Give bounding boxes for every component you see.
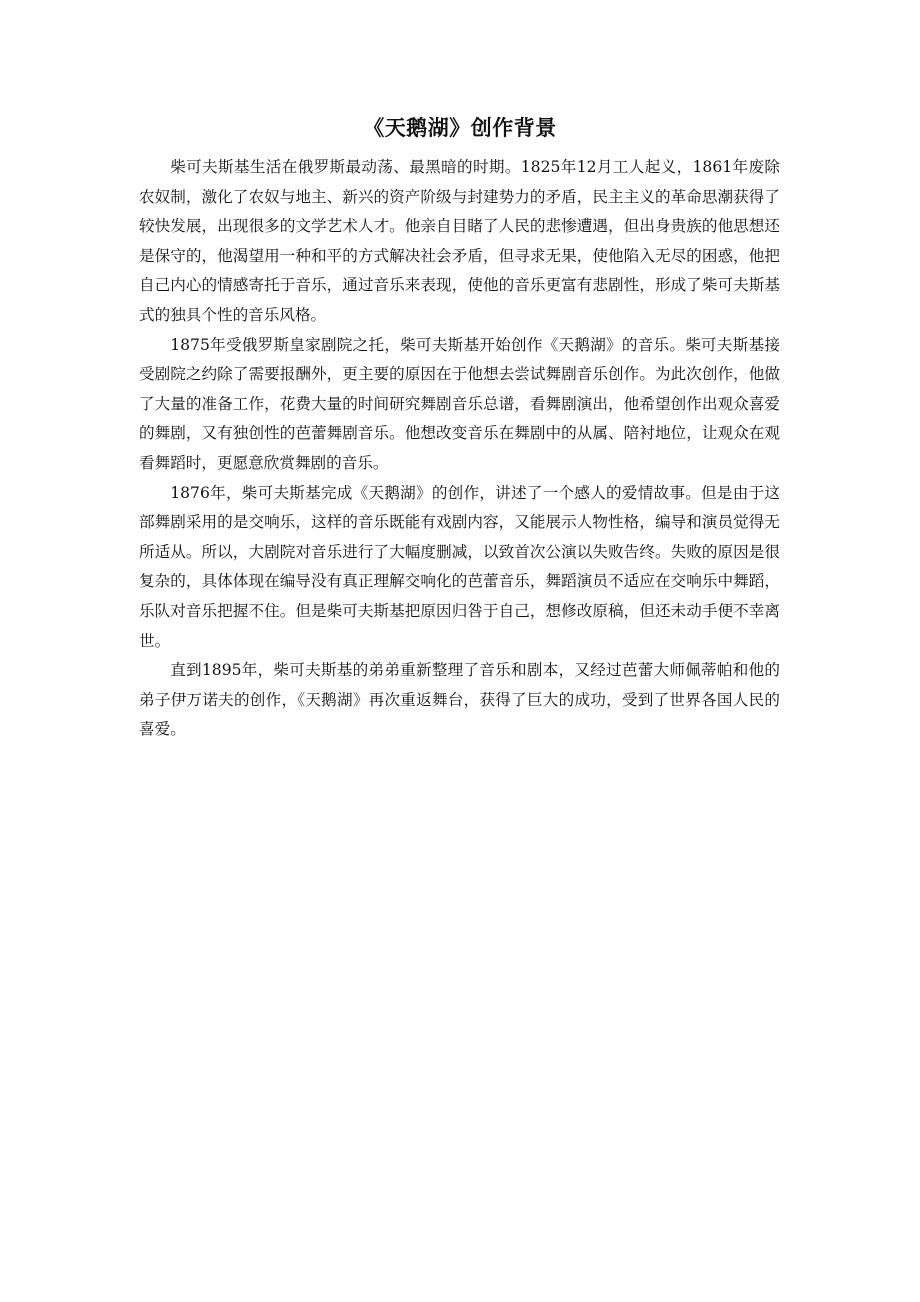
paragraph-2: 1875年受俄罗斯皇家剧院之托，柴可夫斯基开始创作《天鹅湖》的音乐。柴可夫斯基接受剧院之约除了需要报酬外，更主要的原因在于他想去尝试舞剧音乐创作。为此次创作，他做了大量的准备工作，花费大量的时间研究舞剧音乐总谱，看舞剧演出，他希望创作出观众喜爱的舞剧，又有独创性的芭蕾舞剧音乐。他想改变音乐在舞剧中的从属、陪衬地位，让观众在观看舞蹈时，更愿意欣赏舞剧的音乐。 (139, 335, 780, 472)
document-title: 《天鹅湖》创作背景 (363, 115, 557, 140)
paragraph-4: 直到1895年，柴可夫斯基的弟弟重新整理了音乐和剧本，又经过芭蕾大师佩蒂帕和他的弟子伊万诺夫的创作，《天鹅湖》再次重返舞台，获得了巨大的成功，受到了世界各国人民的喜爱。 (139, 661, 780, 739)
document-body (139, 153, 780, 745)
paragraph-3: 1876年，柴可夫斯基完成《天鹅湖》的创作，讲述了一个感人的爱情故事。但是由于这部舞剧采用的是交响乐，这样的音乐既能有戏剧内容，又能展示人物性格，编导和演员觉得无所适从。所以，大剧院对音乐进行了大幅度删减，以致首次公演以失败告终。失败的原因是很复杂的，具体体现在编导没有真正理解交响化的芭蕾音乐，舞蹈演员不适应在交响乐中舞蹈，乐队对音乐把握不住。但是柴可夫斯基把原因归咎于自己，想修改原稿，但还未动手便不幸离世。 (139, 483, 780, 650)
paragraph-1: 柴可夫斯基生活在俄罗斯最动荡、最黑暗的时期。1825年12月工人起义，1861年废除农奴制，激化了农奴与地主、新兴的资产阶级与封建势力的矛盾，民主主义的革命思潮获得了较快发展，出现很多的文学艺术人才。他亲自目睹了人民的悲惨遭遇，但出身贵族的他思想还是保守的，他渴望用一种和平的方式解决社会矛盾，但寻求无果，使他陷入无尽的困惑，他把自己内心的情感寄托于音乐，通过音乐来表现，使他的音乐更富有悲剧性，形成了柴可夫斯基式的独具个性的音乐风格。 (139, 158, 780, 324)
